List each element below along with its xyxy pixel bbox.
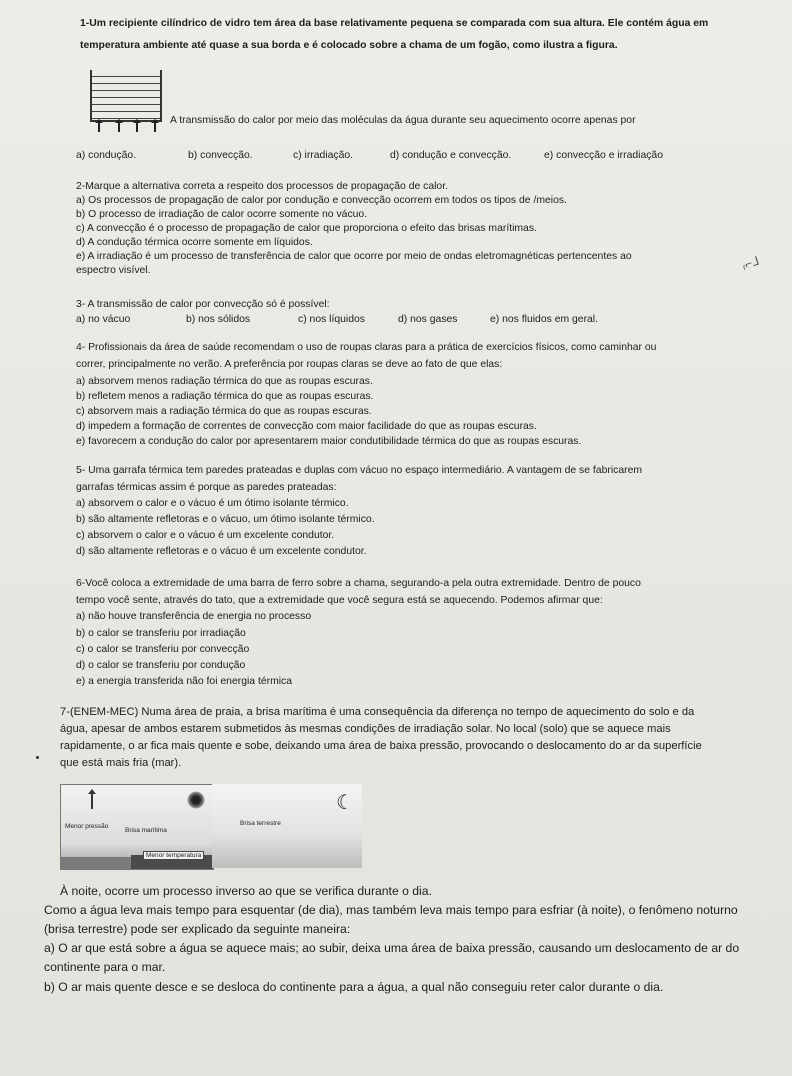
q2-option-e-line-1: e) A irradiação é um processo de transferência de calor que ocorre por meio de ondas eletromagnéticas pertencentes ao (76, 251, 632, 262)
q3-option-b: b) nos sólidos (186, 314, 251, 325)
night-panel (212, 784, 362, 868)
q3-options (0, 314, 792, 328)
q6-option-b: b) o calor se transferiu por irradiação (76, 628, 246, 639)
label-low-pressure: Menor pressão (65, 823, 109, 830)
beaker-glass (90, 70, 162, 122)
flame-icon (154, 122, 156, 132)
q1-option-e: e) convecção e irradiação (544, 150, 663, 161)
q4-line-1: 4- Profissionais da área de saúde recomendam o uso de roupas claras para a prática de exercícios físicos, como caminhar ou (76, 342, 657, 353)
q5-option-b: b) são altamente refletoras e o vácuo, um ótimo isolante térmico. (76, 514, 375, 525)
q1-line-3: A transmissão do calor por meio das moléculas da água durante seu aquecimento ocorre apenas por (170, 115, 636, 126)
flame-icon (98, 122, 100, 132)
q1-option-a: a) condução. (76, 150, 137, 161)
label-sea-breeze: Brisa marítima (125, 827, 167, 834)
q1-options (0, 150, 792, 164)
q3-option-a: a) no vácuo (76, 314, 131, 325)
q6-option-c: c) o calor se transferiu por convecção (76, 644, 250, 655)
q2-option-e-line-2: espectro visível. (76, 265, 151, 276)
q2-option-c: c) A convecção é o processo de propagação de calor que proporciona o efeito das brisas marítimas. (76, 223, 537, 234)
q6-option-e: e) a energia transferida não foi energia térmica (76, 676, 293, 687)
beaker-figure (84, 70, 166, 132)
day-panel (60, 784, 214, 870)
q7-option-a-line-2: continente para o mar. (44, 960, 166, 974)
q5-option-c: c) absorvem o calor e o vácuo é um excelente condutor. (76, 530, 335, 541)
q4-line-2: correr, principalmente no verão. A preferência por roupas claras se deve ao fato de que elas: (76, 359, 503, 370)
q7-line-4: que está mais fria (mar). (60, 757, 182, 769)
q7-line-2: água, apesar de ambos estarem submetidos às mesmas condições de irradiação solar. No local (solo) que se aquece mais (60, 723, 671, 735)
pen-scribble-mark: ᵣ⌐ᒧ (740, 253, 761, 273)
q7-line-1: 7-(ENEM-MEC) Numa área de praia, a brisa marítima é uma consequência da diferença no tempo de aquecimento do solo e da (60, 706, 695, 718)
q3-title: 3- A transmissão de calor por convecção só é possível: (76, 299, 330, 310)
flame-icon (118, 122, 120, 132)
q5-line-1: 5- Uma garrafa térmica tem paredes prateadas e duplas com vácuo no espaço intermediário. A vantagem de se fabricarem (76, 465, 643, 476)
arrow-up-icon (91, 793, 93, 809)
q6-option-a: a) não houve transferência de energia no processo (76, 611, 312, 622)
q7-after-3: (brisa terrestre) pode ser explicado da seguinte maneira: (44, 922, 351, 936)
q6-option-d: d) o calor se transferiu por condução (76, 660, 246, 671)
q2-option-a: a) Os processos de propagação de calor por condução e convecção ocorrem em todos os tipos de /meios. (76, 195, 567, 206)
q4-option-c: c) absorvem mais a radiação térmica do que as roupas escuras. (76, 406, 372, 417)
q5-line-2: garrafas térmicas assim é porque as paredes prateadas: (76, 482, 337, 493)
q1-line-2: temperatura ambiente até quase a sua borda e é colocado sobre a chama de um fogão, como ilustra a figura. (80, 40, 618, 51)
q1-option-b: b) convecção. (188, 150, 253, 161)
moon-icon: ☾ (336, 792, 354, 814)
q7-option-b: b) O ar mais quente desce e se desloca do continente para a água, a qual não conseguiu reter calor durante o dia. (44, 980, 664, 994)
label-low-temperature: Menor temperatura (143, 851, 204, 860)
q4-option-e: e) favorecem a condução do calor por apresentarem maior condutibilidade térmica do que as roupas escuras. (76, 436, 582, 447)
flame-icon (136, 122, 138, 132)
q4-option-d: d) impedem a formação de correntes de convecção com maior facilidade do que as roupas escuras. (76, 421, 537, 432)
sea-area (61, 857, 131, 869)
q5-option-d: d) são altamente refletoras e o vácuo é um excelente condutor. (76, 546, 367, 557)
q3-option-c: c) nos líquidos (298, 314, 365, 325)
q6-line-1: 6-Você coloca a extremidade de uma barra de ferro sobre a chama, segurando-a pela outra extremidade. Dentro de pouco (76, 578, 641, 589)
q7-line-3: rapidamente, o ar fica mais quente e sobe, deixando uma área de baixa pressão, provocando o deslocamento do ar da superfície (60, 740, 702, 752)
q3-option-e: e) nos fluidos em geral. (490, 314, 599, 325)
q7-option-a-line-1: a) O ar que está sobre a água se aquece mais; ao subir, deixa uma área de baixa pressão, causando um deslocamento de ar do (44, 941, 740, 955)
q4-option-b: b) refletem menos a radiação térmica do que as roupas escuras. (76, 391, 374, 402)
q4-option-a: a) absorvem menos radiação térmica do que as roupas escuras. (76, 376, 373, 387)
bullet-dot (36, 756, 39, 759)
sun-icon (187, 791, 205, 809)
q1-option-c: c) irradiação. (293, 150, 354, 161)
q2-option-b: b) O processo de irradiação de calor ocorre somente no vácuo. (76, 209, 368, 220)
q5-option-a: a) absorvem o calor e o vácuo é um ótimo isolante térmico. (76, 498, 349, 509)
q7-after-1: À noite, ocorre um processo inverso ao que se verifica durante o dia. (60, 884, 432, 898)
q7-after-2: Como a água leva mais tempo para esquentar (de dia), mas também leva mais tempo para esfriar (à noite), o fenômeno noturno (44, 903, 738, 917)
q1-option-d: d) condução e convecção. (390, 150, 512, 161)
sea-breeze-figure (60, 784, 362, 868)
q1-line-1: 1-Um recipiente cilíndrico de vidro tem área da base relativamente pequena se comparada com sua altura. Ele contém água em (80, 18, 709, 29)
q6-line-2: tempo você sente, através do tato, que a extremidade que você segura está se aquecendo. Podemos afirmar que: (76, 595, 603, 606)
label-land-breeze: Brisa terrestre (240, 820, 281, 827)
q2-option-d: d) A condução térmica ocorre somente em líquidos. (76, 237, 313, 248)
q3-option-d: d) nos gases (398, 314, 458, 325)
q2-title: 2-Marque a alternativa correta a respeito dos processos de propagação de calor. (76, 181, 448, 192)
